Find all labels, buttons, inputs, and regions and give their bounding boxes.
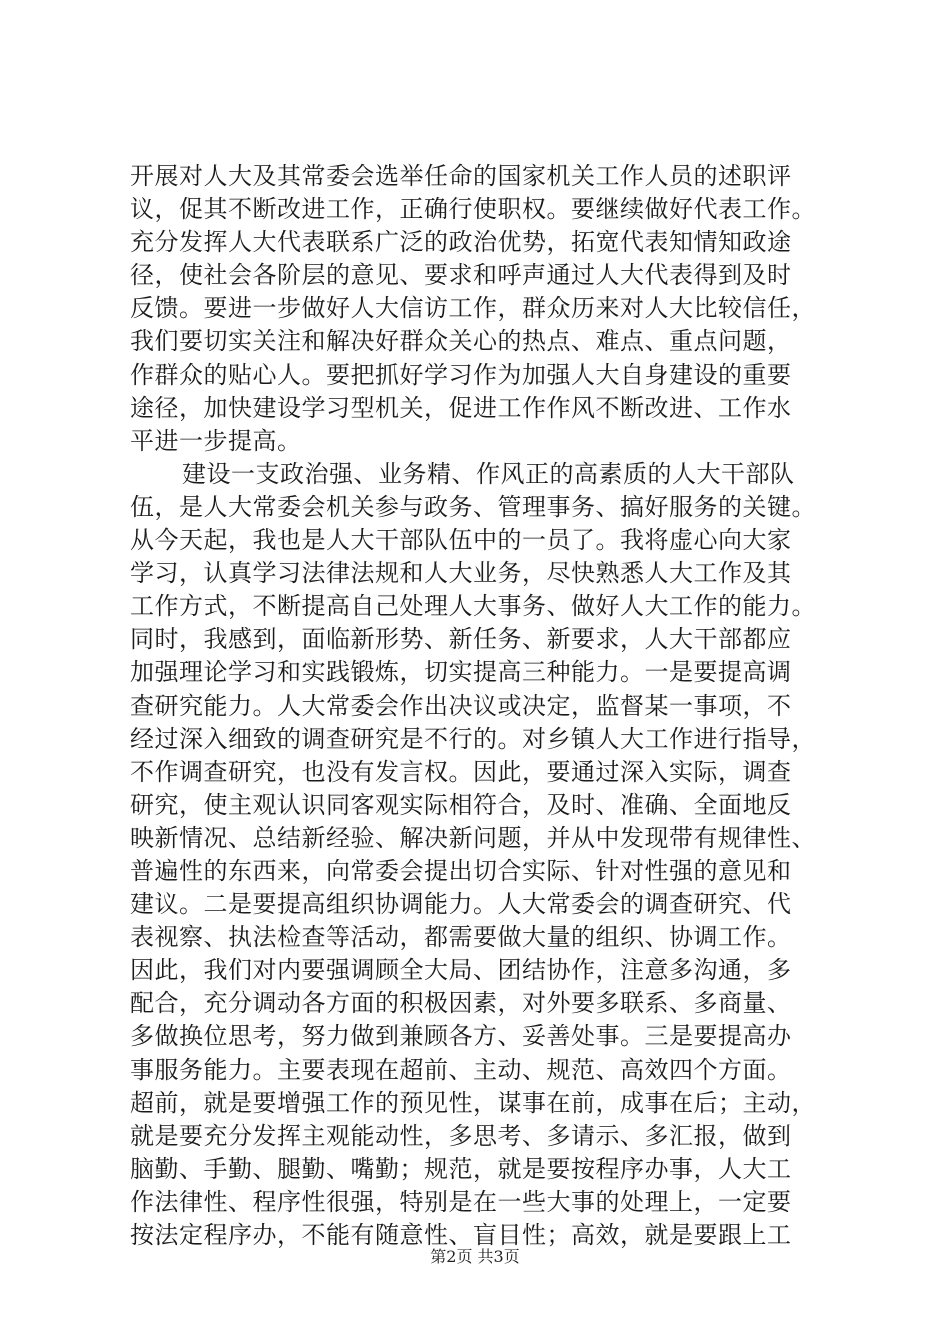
text-line: 反馈。要进一步做好人大信访工作，群众历来对人大比较信任， (130, 294, 816, 323)
text-line: 配合，充分调动各方面的积极因素，对外要多联系、多商量、 (130, 989, 792, 1018)
page-number-footer: 第2页 共3页 (430, 1247, 520, 1266)
text-line: 映新情况、总结新经验、解决新问题，并从中发现带有规律性、 (130, 823, 816, 852)
document-body (130, 160, 825, 1252)
text-line: 径，使社会各阶层的意见、要求和呼声通过人大代表得到及时 (130, 261, 792, 290)
text-line: 我们要切实关注和解决好群众关心的热点、难点、重点问题， (130, 327, 792, 356)
text-line: 普遍性的东西来，向常委会提出切合实际、针对性强的意见和 (130, 856, 792, 885)
text-line: 查研究能力。人大常委会作出决议或决定，监督某一事项，不 (130, 691, 792, 720)
text-line: 不作调查研究，也没有发言权。因此，要通过深入实际，调查 (130, 757, 792, 786)
text-line: 平进一步提高。 (130, 426, 302, 455)
paragraph-first-line: 建设一支政治强、业务精、作风正的高素质的人大干部队 (182, 459, 795, 488)
text-line: 议，促其不断改进工作，正确行使职权。要继续做好代表工作。 (130, 195, 816, 224)
text-line: 加强理论学习和实践锻炼，切实提高三种能力。一是要提高调 (130, 658, 792, 687)
text-line: 作法律性、程序性很强，特别是在一些大事的处理上，一定要 (130, 1187, 792, 1216)
text-line: 因此，我们对内要强调顾全大局、团结协作，注意多沟通，多 (130, 956, 792, 985)
text-line: 超前，就是要增强工作的预见性，谋事在前，成事在后；主动， (130, 1088, 816, 1117)
text-line: 开展对人大及其常委会选举任命的国家机关工作人员的述职评 (130, 162, 792, 190)
text-line: 伍，是人大常委会机关参与政务、管理事务、搞好服务的关键。 (130, 492, 816, 521)
text-line: 工作方式，不断提高自己处理人大事务、做好人大工作的能力。 (130, 592, 816, 621)
text-line: 作群众的贴心人。要把抓好学习作为加强人大自身建设的重要 (130, 360, 792, 389)
text-line: 表视察、执法检查等活动，都需要做大量的组织、协调工作。 (130, 923, 792, 952)
text-line: 研究，使主观认识同客观实际相符合，及时、准确、全面地反 (130, 790, 792, 819)
text-line: 从今天起，我也是人大干部队伍中的一员了。我将虚心向大家 (130, 526, 792, 555)
text-line: 经过深入细致的调查研究是不行的。对乡镇人大工作进行指导， (130, 724, 816, 753)
text-line: 途径，加快建设学习型机关，促进工作作风不断改进、工作水 (130, 393, 792, 422)
text-line: 按法定程序办，不能有随意性、盲目性；高效，就是要跟上工 (130, 1221, 792, 1249)
text-line: 多做换位思考，努力做到兼顾各方、妥善处事。三是要提高办 (130, 1022, 792, 1051)
text-line: 同时，我感到，面临新形势、新任务、新要求，人大干部都应 (130, 625, 792, 654)
text-line: 脑勤、手勤、腿勤、嘴勤；规范，就是要按程序办事，人大工 (130, 1154, 792, 1183)
text-line: 建议。二是要提高组织协调能力。人大常委会的调查研究、代 (130, 890, 792, 919)
text-line: 就是要充分发挥主观能动性，多思考、多请示、多汇报，做到 (130, 1121, 792, 1150)
text-line: 事服务能力。主要表现在超前、主动、规范、高效四个方面。 (130, 1055, 792, 1084)
text-line: 充分发挥人大代表联系广泛的政治优势，拓宽代表知情知政途 (130, 228, 792, 257)
text-line: 学习，认真学习法律法规和人大业务，尽快熟悉人大工作及其 (130, 559, 792, 588)
